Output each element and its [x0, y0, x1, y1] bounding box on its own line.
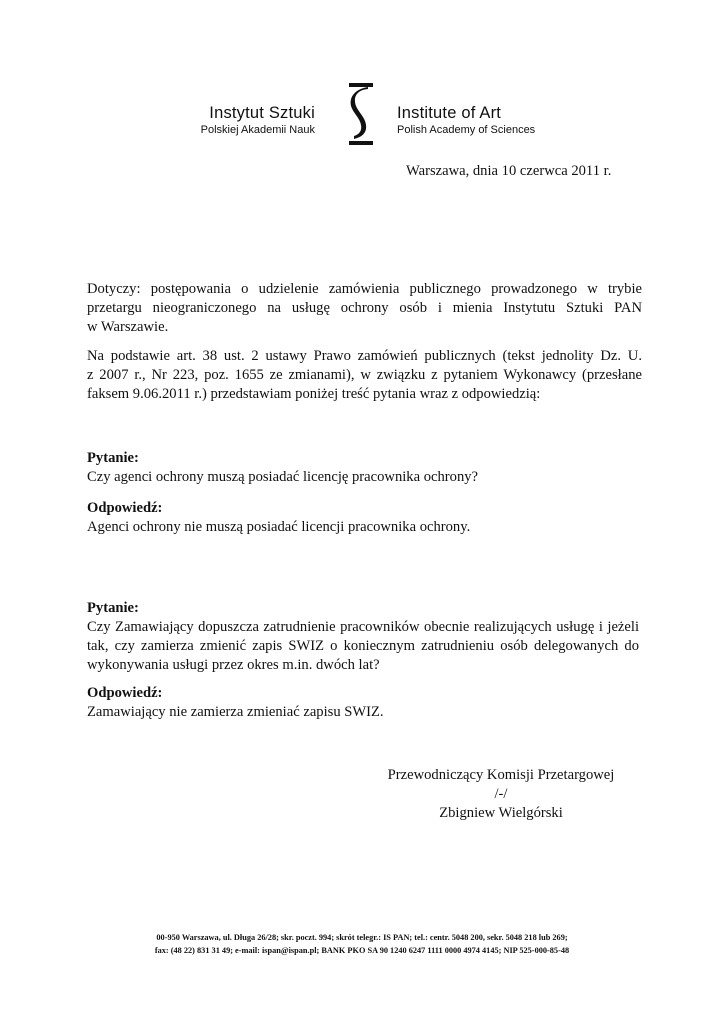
intro-line: Na podstawie art. 38 ust. 2 ustawy Prawo zamówień publicznych (tekst jednolity Dz. U.: [87, 348, 642, 364]
intro-line: faksem 9.06.2011 r.) przedstawiam poniżej treść pytania wraz z odpowiedzią:: [87, 386, 541, 402]
question-text: wykonywania usługi przez okres m.in. dwóch lat?: [87, 657, 380, 673]
question-text: Czy agenci ochrony muszą posiadać licencję pracownika ochrony?: [87, 469, 479, 485]
intro-line: z 2007 r., Nr 223, poz. 1655 ze zmianami), w związku z pytaniem Wykonawcy (przesłane: [87, 367, 642, 383]
question-block: [87, 449, 647, 487]
footer: [0, 931, 724, 957]
signature-block: [386, 766, 616, 823]
institute-subname-pl: Polskiej Akademii Nauk: [200, 124, 315, 136]
subject-line: w Warszawie.: [87, 319, 169, 335]
answer-block: [87, 684, 647, 722]
signature-mark: /-/: [494, 786, 508, 802]
question-block: [87, 599, 639, 675]
subject-line: Dotyczy: postępowania o udzielenie zamówienia publicznego prowadzonego w trybie: [87, 281, 642, 297]
footer-contact: fax: (48 22) 831 31 49; e-mail: ispan@ispan.pl; BANK PKO SA 90 1240 6247 1111 0000 4974 4145; NIP 525-000-85-48: [154, 946, 570, 955]
question-label: Pytanie:: [87, 600, 139, 616]
institute-logo: [344, 82, 378, 146]
date-line: Warszawa, dnia 10 czerwca 2011 r.: [406, 163, 612, 179]
subject-line: przetargu nieograniczonego na usługę ochrony osób i mienia Instytutu Sztuki PAN: [87, 300, 642, 316]
institute-name-en: Institute of Art: [397, 104, 502, 122]
signature-name: Zbigniew Wielgórski: [439, 805, 563, 821]
question-text: Czy Zamawiający dopuszcza zatrudnienie pracowników obecnie realizujących usługę i jeżeli: [87, 619, 639, 635]
answer-text: Zamawiający nie zamierza zmieniać zapisu SWIZ.: [87, 704, 384, 720]
answer-block: [87, 499, 647, 537]
subject-paragraph: [87, 280, 642, 337]
answer-label: Odpowiedź:: [87, 685, 163, 701]
institute-subname-en: Polish Academy of Sciences: [397, 124, 536, 136]
footer-address: 00-950 Warszawa, ul. Długa 26/28; skr. poczt. 994; skrót telegr.: IS PAN; tel.: centr. 5048 200, sekr. 5048 218 lub 269;: [156, 933, 568, 942]
institute-name-pl: Instytut Sztuki: [209, 104, 315, 122]
signature-title: Przewodniczący Komisji Przetargowej: [387, 767, 615, 783]
intro-paragraph: [87, 347, 642, 404]
question-text: tak, czy zamierza zmienić zapis SWIZ o koniecznym zatrudnieniu osób delegowanych do: [87, 638, 639, 654]
answer-label: Odpowiedź:: [87, 500, 163, 516]
answer-text: Agenci ochrony nie muszą posiadać licencji pracownika ochrony.: [87, 519, 471, 535]
question-label: Pytanie:: [87, 450, 139, 466]
